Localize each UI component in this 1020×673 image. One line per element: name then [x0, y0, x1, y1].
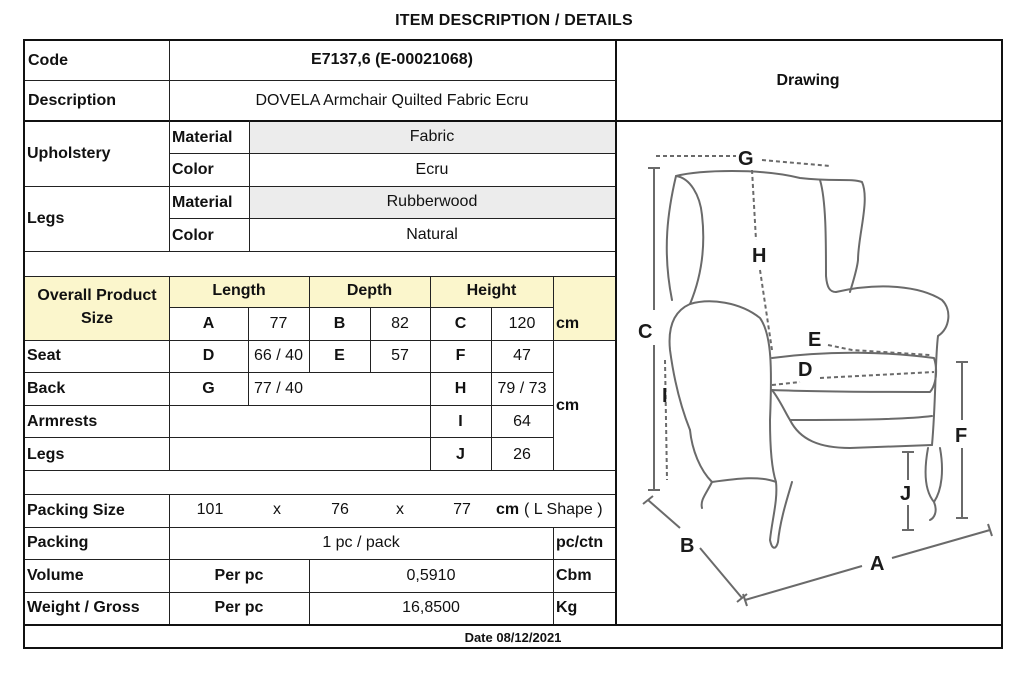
packing-size-unit: cm [496, 501, 520, 518]
dimension-dashes [656, 156, 934, 480]
drawing-label-f: F [955, 425, 968, 447]
f-value: 47 [513, 347, 531, 364]
a-value: 77 [269, 315, 288, 332]
weight-per: Per pc [214, 599, 264, 616]
drawing-label-b: B [680, 535, 695, 557]
volume-per: Per pc [214, 567, 264, 584]
packing-shape: ( L Shape ) [524, 501, 603, 518]
packing-height: 77 [453, 501, 471, 518]
d-value: 66 / 40 [254, 347, 303, 364]
b-label: B [333, 315, 346, 332]
d-label: D [202, 347, 215, 364]
packing-length: 101 [196, 501, 224, 518]
j-label: J [456, 446, 465, 463]
drawing-label-j: J [900, 483, 912, 505]
size-label-line2: Size [80, 310, 113, 327]
drawing-label-a: A [870, 553, 885, 575]
h-value: 79 / 73 [497, 380, 547, 397]
f-label: F [455, 347, 466, 364]
e-label: E [334, 347, 345, 364]
legs-color-value: Natural [406, 226, 458, 243]
g-label: G [202, 380, 215, 397]
packing-label: Packing [27, 534, 89, 551]
g-value: 77 / 40 [254, 380, 303, 397]
drawing-label-g: G [738, 148, 754, 170]
packing-x1: x [273, 501, 281, 518]
dimension-letters [638, 148, 967, 575]
packing-x2: x [396, 501, 404, 518]
code-label: Code [28, 52, 68, 69]
drawing-label-d: D [798, 359, 813, 381]
seat-label: Seat [27, 347, 61, 364]
armrests-label: Armrests [27, 413, 98, 430]
upholstery-color-value: Ecru [415, 161, 449, 178]
legs-material-label: Material [172, 194, 233, 211]
length-header: Length [212, 282, 266, 299]
legs-color-label: Color [172, 227, 214, 244]
date-footer: Date 08/12/2021 [464, 630, 562, 645]
drawing-header: Drawing [776, 72, 840, 89]
packing-value: 1 pc / pack [322, 534, 400, 551]
volume-value: 0,5910 [406, 567, 456, 584]
j-value: 26 [513, 446, 531, 463]
weight-label: Weight / Gross [27, 599, 140, 616]
volume-unit: Cbm [556, 567, 592, 584]
drawing-label-c: C [638, 321, 653, 343]
a-label: A [202, 315, 215, 332]
size-label-line1: Overall Product [37, 287, 157, 304]
volume-label: Volume [27, 567, 84, 584]
legs-spec-label: Legs [27, 210, 65, 227]
c-value: 120 [508, 315, 536, 332]
h-label: H [454, 380, 467, 397]
legs-dim-label: Legs [27, 446, 65, 463]
back-label: Back [27, 380, 66, 397]
upholstery-label: Upholstery [27, 145, 111, 162]
drawing-label-h: H [752, 245, 767, 267]
i-label: I [458, 413, 463, 430]
drawing-label-i: I [662, 385, 668, 407]
packing-size-label: Packing Size [27, 502, 125, 519]
packing-unit: pc/ctn [556, 534, 604, 551]
upholstery-color-label: Color [172, 161, 214, 178]
weight-unit: Kg [556, 599, 578, 616]
description-value: DOVELA Armchair Quilted Fabric Ecru [255, 92, 529, 109]
dimensions-unit: cm [556, 397, 580, 414]
height-header: Height [466, 282, 517, 299]
legs-material-value: Rubberwood [386, 193, 478, 210]
size-unit: cm [556, 315, 580, 332]
packing-width: 76 [331, 501, 349, 518]
upholstery-material-value: Fabric [409, 128, 455, 145]
dimension-lines [643, 168, 992, 606]
depth-header: Depth [346, 282, 393, 299]
c-label: C [454, 315, 467, 332]
code-value: E7137,6 (E-00021068) [311, 51, 473, 68]
upholstery-material-label: Material [172, 129, 233, 146]
b-value: 82 [391, 315, 409, 332]
e-value: 57 [391, 347, 409, 364]
page-title: ITEM DESCRIPTION / DETAILS [395, 12, 633, 29]
weight-value: 16,8500 [402, 599, 460, 616]
i-value: 64 [513, 413, 531, 430]
description-label: Description [28, 92, 117, 109]
drawing-label-e: E [808, 329, 822, 351]
